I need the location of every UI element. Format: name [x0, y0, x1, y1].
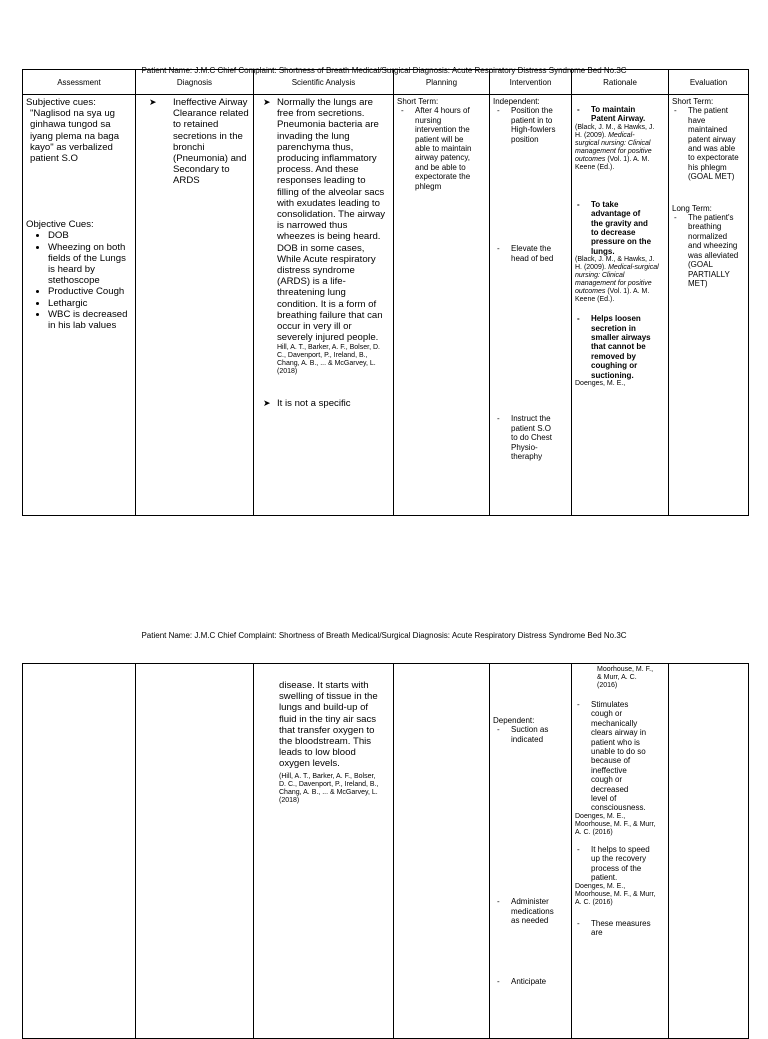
intervention-item: - Anticipate — [495, 977, 557, 986]
page-header: Patient Name: J.M.C Chief Complaint: Shortness of Breath Medical/Surgical Diagnosis: Acute Respiratory Distress Syndrome Bed No.3C — [141, 66, 627, 75]
column-header: Intervention — [490, 70, 572, 95]
diagnosis-text: ➤ Ineffective Airway Clearance related to retained secretions in the bronchi (Pneumonia) and Secondary to ARDS — [149, 97, 249, 187]
planning-label: Short Term: — [397, 97, 439, 106]
rationale-reference: Doenges, M. E., Moorhouse, M. F., & Murr, A. C. (2016) — [575, 882, 656, 906]
rationale-cell — [572, 664, 669, 1039]
rationale-reference: (Black, J. M., & Hawks, J. H. (2009). — [575, 123, 655, 139]
evaluation-cell — [669, 664, 749, 1039]
diagnosis-cell — [136, 664, 254, 1039]
header-row — [23, 70, 749, 95]
planning-text: - After 4 hours of nursing intervention the patient will be able to maintain airway patency, and be able to expectorate the phlegm — [399, 106, 477, 191]
evaluation-text: - The patient have maintained patent airway and was able to expectorate his phlegm (GOAL MET) — [672, 106, 740, 181]
intervention-cell — [490, 664, 572, 1039]
rationale-reference: (Vol. 1). A. M. Keene (Ed.). — [575, 288, 650, 304]
analysis-cell — [254, 95, 394, 516]
rationale-reference: Moorhouse, M. F., & Murr, A. C. (2016) — [597, 666, 654, 689]
list-item: • Lethargic — [48, 298, 132, 309]
evaluation-cell — [669, 95, 749, 516]
table-row — [23, 664, 749, 1039]
rationale-text: - Stimulates cough or mechanically clears airway in patient who is unable to do so because of ineffective cough or decreased level of consciousness. — [575, 700, 647, 813]
intervention-item: - Position the patient in to High-fowlers position — [495, 106, 559, 244]
subjective-label: Subjective cues: — [26, 97, 96, 108]
rationale-reference: Doenges, M. E., Moorhouse, M. F., & Murr, A. C. (2016) — [575, 812, 656, 836]
analysis-text-continued: ➤ It is not a specific — [263, 398, 390, 409]
column-header: Planning — [394, 70, 490, 95]
analysis-text: ➤ Normally the lungs are free from secretions. Pneumonia bacteria are invading the lung parenchyma thus, producing inflammatory process. And these responses leading to filling of the alveolar sacs with exudates leading to consolidation. The airway is narrowed thus wheezes is being heard. DOB in some cases, While Acute respiratory distress syndrome (ARDS) is a life-threatening lung condition. It is a form of breathing failure that can occur in very ill or severely injured people. — [277, 97, 386, 344]
table-row — [23, 95, 749, 516]
intervention-item: - Administer medications as needed — [495, 897, 557, 977]
planning-cell — [394, 95, 490, 516]
rationale-text: - These measures are — [575, 919, 651, 938]
objective-label: Objective Cues: — [26, 219, 94, 231]
rationale-reference: (Vol. 1). A. M. Keene (Ed.). — [575, 155, 650, 171]
rationale-text: - Helps loosen secretion in smaller airways that cannot be removed by coughing or suctioning. — [575, 314, 653, 380]
column-header: Rationale — [572, 70, 669, 95]
intervention-item: - Suction as indicated — [495, 725, 559, 897]
list-item: • Productive Cough — [48, 286, 132, 297]
list-item: • Wheezing on both fields of the Lungs is heard by stethoscope — [48, 242, 132, 287]
rationale-reference: Doenges, M. E., — [575, 380, 626, 388]
intervention-cell — [490, 95, 572, 516]
intervention-label: Independent: — [493, 97, 540, 106]
care-plan-table-continued — [22, 663, 749, 1039]
care-plan-table — [22, 69, 749, 516]
intervention-item: - Elevate the head of bed — [495, 244, 559, 414]
evaluation-text: - The patient's breathing normalized and wheezing was alleviated (GOAL PARTIALLY MET) — [672, 213, 740, 288]
column-header: Diagnosis — [136, 70, 254, 95]
rationale-text: - To maintain Patent Airway. — [575, 105, 653, 124]
subjective-text: "Naglisod na sya ug ginhawa tungod sa iyang plema na baga kayo" as verbalized patient S.O — [30, 108, 120, 165]
assessment-cell — [23, 95, 136, 516]
objective-list — [26, 230, 132, 331]
column-header: Assessment — [23, 70, 136, 95]
intervention-label: Dependent: — [493, 716, 535, 725]
rationale-text: - To take advantage of the gravity and to decrease pressure on the lungs. — [575, 200, 653, 256]
column-header: Scientific Analysis — [254, 70, 394, 95]
analysis-reference: Hill, A. T., Barker, A. F., Bolser, D. C., Davenport, P., Ireland, B., Chang, A. B., ... & McGarvey, L. (2018) — [277, 344, 380, 376]
evaluation-label: Long Term: — [672, 203, 712, 213]
list-item: • DOB — [48, 230, 132, 241]
rationale-cell — [572, 95, 669, 516]
list-item: • WBC is decreased in his lab values — [48, 309, 132, 331]
rationale-reference-title: Medical-surgical nursing: Clinical management for positive outcomes — [575, 264, 659, 296]
page-header: Patient Name: J.M.C Chief Complaint: Shortness of Breath Medical/Surgical Diagnosis: Acute Respiratory Distress Syndrome Bed No.3C — [141, 631, 627, 640]
diagnosis-cell — [136, 95, 254, 516]
assessment-cell — [23, 664, 136, 1039]
planning-cell — [394, 664, 490, 1039]
analysis-text: disease. It starts with swelling of tissue in the lungs and build-up of fluid in the tiny air sacs that transfer oxygen to the bloodstream. This leads to low blood oxygen levels. — [279, 680, 378, 770]
rationale-reference-title: Medical-surgical nursing: Clinical management for positive outcomes — [575, 131, 652, 163]
rationale-text: - It helps to speed up the recovery process of the patient. — [575, 845, 651, 883]
rationale-reference: (Black, J. M., & Hawks, J. H. (2009). — [575, 256, 655, 272]
evaluation-label: Short Term: — [672, 97, 714, 106]
analysis-reference: (Hill, A. T., Barker, A. F., Bolser, D. C., Davenport, P., Ireland, B., Chang, A. B., ... & McGarvey, L. (2018) — [279, 772, 379, 804]
analysis-cell — [254, 664, 394, 1039]
column-header: Evaluation — [669, 70, 749, 95]
intervention-item: - Instruct the patient S.O to do Chest Physio-theraphy — [495, 414, 559, 461]
